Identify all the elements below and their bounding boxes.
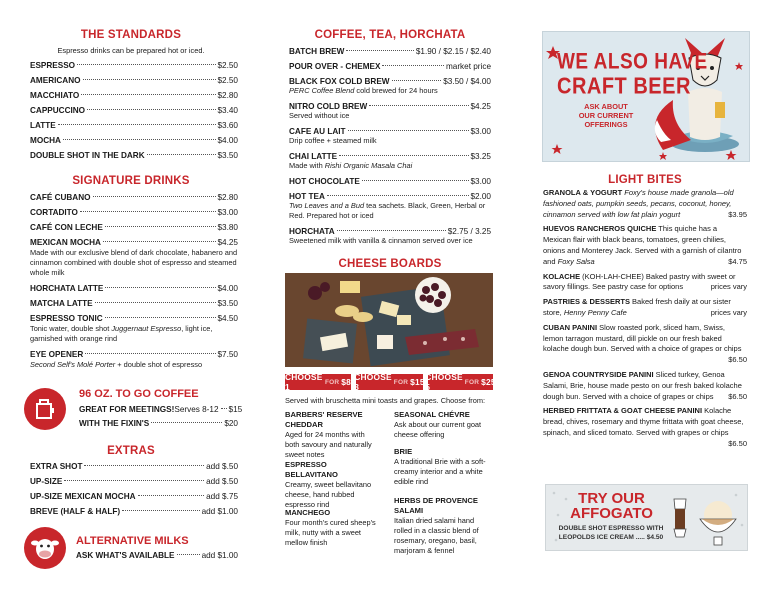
item-price: $2.50	[217, 61, 238, 70]
menu-item: EXTRA SHOT add $.50	[30, 462, 238, 471]
craft-beer-banner	[542, 31, 750, 162]
alt-milks-title: ALTERNATIVE MILKS	[76, 535, 189, 547]
column-middle	[285, 0, 495, 594]
beer-line1: WE ALSO HAVE	[557, 50, 708, 75]
cheese-item: BRIE A traditional Brie with a soft-creamy interior and a white edible rind	[394, 447, 486, 486]
cheese-item: HERBS DE PROVENCE SALAMI Italian dried salami hand rolled in a classic blend of rosemary, oregano, basil, marjoram & fennel	[394, 496, 479, 555]
menu-item	[30, 88, 238, 103]
item-desc: Served without ice	[289, 111, 350, 120]
alt-milks-line: ASK WHAT'S AVAILABLE add $1.00	[76, 551, 238, 560]
menu-item: BATCH BREW $1.90 / $2.15 / $2.40	[289, 47, 491, 56]
item-name: LATTE	[30, 121, 56, 130]
coffee-tea-title: COFFEE, TEA, HORCHATA	[314, 29, 466, 41]
menu-item	[30, 281, 238, 296]
item-name: MACCHIATO	[30, 91, 80, 100]
light-bite-item: HERBED FRITTATA & GOAT CHEESE PANINI Kolache bread, chives, rosemary and thyme frittata with goat cheese, spinach, and sliced tomato. Served with grapes or chips $6.50	[543, 406, 747, 448]
item-desc: Made with Rishi Organic Masala Chai	[289, 161, 413, 170]
menu-item: POUR OVER - CHEMEX market price	[289, 62, 491, 71]
item-desc: Drip coffee + steamed milk	[289, 136, 377, 145]
item-name: CAFÉ CON LECHE	[30, 223, 103, 232]
column-right	[540, 0, 750, 594]
menu-item: HORCHATA $2.75 / 3.25	[289, 227, 491, 236]
menu-item	[30, 220, 238, 235]
light-bite-item: CUBAN PANINI Slow roasted pork, sliced ham, Swiss, lemon tarragon mustard, dill pickle on our fresh baked kolache dough bun. Served with a choice of grapes or chips $6.50	[543, 322, 747, 365]
cheese-item: ESPRESSO BELLAVITANO Creamy, sweet bellavitano cheese, hand rubbed espresso rind	[285, 460, 372, 509]
item-desc: Sweetened milk with vanilla & cinnamon served over ice	[289, 236, 473, 245]
column-left	[24, 0, 243, 594]
item-price: $4.00	[217, 284, 238, 293]
menu-item: NITRO COLD BREW $4.25	[289, 102, 491, 111]
item-price: $7.50	[217, 350, 238, 359]
menu-item	[30, 205, 238, 220]
item-name: CAFÉ CUBANO	[30, 193, 91, 202]
item-desc: PERC Coffee Blend cold brewed for 24 hours	[289, 86, 438, 95]
menu-item: CHAI LATTE $3.25	[289, 152, 491, 161]
menu-item	[30, 73, 238, 88]
menu-item	[30, 103, 238, 118]
item-price: $4.25	[217, 238, 238, 247]
menu-item	[30, 118, 238, 133]
menu-item: HOT TEA $2.00	[289, 192, 491, 201]
item-name: DOUBLE SHOT IN THE DARK	[30, 151, 145, 160]
togo-line-meetings: GREAT FOR MEETINGS! Serves 8-12 $15	[79, 405, 243, 414]
item-name: MEXICAN MOCHA	[30, 238, 101, 247]
signature-title: SIGNATURE DRINKS	[72, 175, 190, 187]
menu-item	[30, 296, 238, 311]
choose-1-badge: CHOOSE 1 FOR $8	[285, 372, 351, 392]
item-name: CORTADITO	[30, 208, 78, 217]
item-name: CAPPUCCINO	[30, 106, 86, 115]
menu-item	[30, 190, 238, 205]
item-price: $3.00	[217, 208, 238, 217]
light-bite-item: HUEVOS RANCHEROS QUICHE This quiche has a Mexican flair with black beans, tomatoes, green chilies, onions and Monterey Jack. Served with a garnish of cilantro and Foxy Salsa $4.75	[543, 224, 747, 266]
light-bites-list	[543, 188, 747, 454]
cheese-item: BARBERS' RESERVE CHEDDAR	[285, 410, 363, 429]
extras-list	[30, 459, 238, 519]
cow-icon	[24, 527, 66, 569]
item-name: ESPRESSO TONIC	[30, 314, 103, 323]
item-name: AMERICANO	[30, 76, 81, 85]
item-name: MATCHA LATTE	[30, 299, 93, 308]
standards-title: THE STANDARDS	[80, 29, 182, 41]
light-bites-title: LIGHT BITES	[608, 174, 682, 186]
item-name: ESPRESSO	[30, 61, 76, 70]
menu-item: CAFE AU LAIT $3.00	[289, 127, 491, 136]
coffee-tea-list	[289, 44, 491, 246]
menu-item: UP-SIZE MEXICAN MOCHA add $.75	[30, 492, 238, 501]
coffee-box-icon	[24, 388, 66, 430]
item-price: $3.50	[217, 151, 238, 160]
choose-5-badge: CHOOSE 5 FOR $25	[425, 372, 496, 392]
signature-list	[30, 190, 238, 370]
light-bite-item: GRANOLA & YOGURT Foxy's house made granola—old fashioned oats, pumpkin seeds, pecans, coconut, honey, cinnamon served with low fat plain yogurt $3.95	[543, 188, 747, 219]
choose-3-badge: CHOOSE 3 FOR $15	[354, 372, 425, 392]
item-desc: Two Leaves and a Bud tea sachets. Black, Green, Herbal or Red. Prepared hot or iced	[289, 201, 486, 220]
menu-item: UP-SIZE add $.50	[30, 477, 238, 486]
standards-note: Espresso drinks can be prepared hot or iced.	[57, 46, 205, 55]
item-price: $3.40	[217, 106, 238, 115]
item-name: EYE OPENER	[30, 350, 84, 359]
item-desc: Made with our exclusive blend of dark chocolate, habanero and cinnamon combined with double shot of espresso and steamed whole milk	[30, 248, 238, 277]
item-name: HORCHATA LATTE	[30, 284, 104, 293]
light-bite-item: PASTRIES & DESSERTS Baked fresh daily at our sister store, Henny Penny Cafe prices vary	[543, 297, 747, 317]
affogato-title: TRY OUR AFFOGATO	[570, 490, 653, 522]
menu-item: HOT CHOCOLATE $3.00	[289, 177, 491, 186]
item-desc: Tonic water, double shot Juggernaut Espresso, light ice, garnished with orange rind	[30, 324, 213, 343]
menu-item	[30, 58, 238, 73]
cheese-item: SEASONAL CHÉVRE Ask about our current goat cheese offering	[394, 410, 482, 439]
togo-title: 96 OZ. TO GO COFFEE	[79, 388, 199, 400]
item-price: $2.50	[217, 76, 238, 85]
extras-title: EXTRAS	[107, 445, 155, 457]
affogato-banner	[545, 484, 748, 551]
menu-item	[30, 133, 238, 148]
light-bite-item: KOLACHE (KOH-LAH-CHEE) Baked pastry with sweet or savory fillings. See pastry case for options prices vary	[543, 271, 747, 292]
item-price: $2.80	[217, 193, 238, 202]
menu-item: BREVE (HALF & HALF) add $1.00	[30, 507, 238, 516]
beer-sub: ASK ABOUT OUR CURRENT OFFERINGS	[578, 102, 634, 129]
menu-item: BLACK FOX COLD BREW $3.50 / $4.00	[289, 77, 491, 86]
item-price: $4.00	[217, 136, 238, 145]
cheese-item: MANCHEGO Four month's cured sheep's milk, nutty with a sweet mellow finish	[285, 508, 376, 547]
affogato-desc: DOUBLE SHOT ESPRESSO WITH LEOPOLDS ICE CREAM ..... $4.50	[558, 525, 664, 541]
item-price: $3.60	[217, 121, 238, 130]
item-price: $2.80	[217, 91, 238, 100]
item-desc: Second Self's Molé Porter + double shot of espresso	[30, 360, 203, 369]
cheese-board-photo	[285, 273, 493, 367]
item-name: MOCHA	[30, 136, 61, 145]
standards-list	[30, 58, 238, 163]
cheese-title: CHEESE BOARDS	[338, 258, 442, 270]
light-bite-item: GENOA COUNTRYSIDE PANINI Sliced turkey, Genoa Salami, Brie, house made pesto on our fresh baked kolache dough bun. Served with a choice of grapes or chips $6.50	[543, 369, 747, 401]
item-price: $3.50	[217, 299, 238, 308]
menu-item	[30, 148, 238, 163]
cheese-desc: Aged for 24 months with both savoury and naturally sweet notes	[285, 430, 372, 459]
item-price: $4.50	[217, 314, 238, 323]
item-price: $3.80	[217, 223, 238, 232]
togo-line-fixins: WITH THE FIXIN'S $20	[79, 419, 238, 428]
cheese-served-note: Served with bruschetta mini toasts and grapes. Choose from:	[285, 396, 486, 405]
beer-line2: CRAFT BEER	[557, 74, 691, 100]
